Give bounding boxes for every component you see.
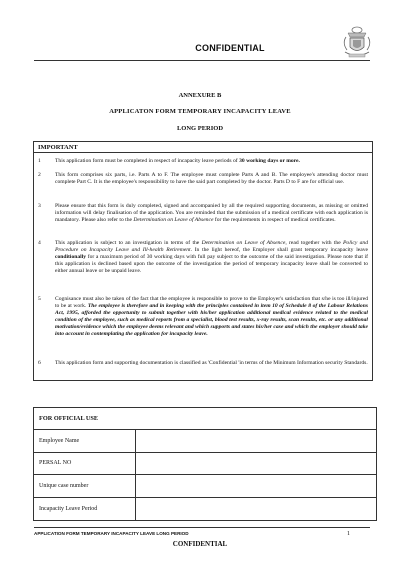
table-rule (34, 429, 376, 430)
footer-form-name: APPLICATION FORM TEMPORARY INCAPACITY LEAVE LONG PERIOD (34, 531, 189, 536)
employee-name-label: Employee Name (39, 438, 80, 444)
important-rule (34, 152, 372, 153)
unique-case-number-label: Unique case number (39, 483, 89, 489)
page-number: 1 (347, 531, 350, 537)
header-rule (34, 60, 370, 61)
table-rule (34, 474, 376, 475)
persal-no-label: PERSAL NO (39, 460, 72, 466)
incapacity-leave-period-label: Incapacity Leave Period (39, 506, 98, 512)
official-use-table (33, 407, 377, 521)
table-column-divider (135, 429, 136, 521)
table-rule (34, 452, 376, 453)
form-title: APPLICATON FORM TEMPORARY INCAPACITY LEAVE (109, 108, 291, 115)
footer-confidential: CONFIDENTIAL (172, 540, 228, 548)
annexure-label: ANNEXURE B (178, 92, 222, 99)
important-heading: IMPORTANT (38, 144, 78, 151)
document-page: CONFIDENTIAL ANNEXURE B APPLICATON FORM TEMPORARY INCAPACITY LEAVE LONG PERIOD IMPORTANT 1 This application form must be completed in respect of incapacity leave periods of 30 working days or more. 2 This form comprises six parts, i.e. Parts A to F. The employee must complete Parts A and B. The employee's attending doctor must complete Part C. It is the employee's responsibility to have the said part completed by the doctor. Parts D to F are for official use. 3 Please ensure that this form is duly completed, signed and accompanied by all the required supporting documents, as missing or omitted information will delay finalisation of the application. You are reminded that the submission of a medical certificate with each application is mandatory. Please also refer to the Determination on Leave of Absence for the requirements in respect of medical certificates. 4 This application is subject to an investigation in terms of the Determination on Leave of Absence, read together with the Policy and Procedure on Incapacity Leave and Ill-health Retirement. In the light hereof, the Employer shall grant temporary incapacity leave conditionally for a maximum period of 30 working days with full pay subject to the outcome of the said investigation. Please note that if this application is declined based upon the outcome of the investigation the period of temporary incapacity leave shall be converted to either annual leave or be unpaid leave. 5 Cognisance must also be taken of the fact that the employee is responsible to prove to the Employer's satisfaction that s/he is too ill/injured to be at work. The employee is therefore and in keeping with the principles contained in item 10 of Schedule 8 of the Labour Relations Act, 1995, afforded the opportunity to submit together with his/her application additional medical evidence related to the medical condition of the employee, such as medical reports from a specialist, blood test results, x-ray results, scan results, etc. or any additional motivation/evidence which the employee deems relevant and which supports and states his/her case and which the employer should take into account in contemplating the application for incapacity leave. 6 This application form and supporting documentation is classified as 'Confidential 'in terms of the Minimum Information security Standards. FOR OFFICIAL USE Employee Name PERSAL NO Unique case number Incapacity Leave Period APPLICATION FORM TEMPORARY INCAPACITY LEAVE LONG PERIOD 1 CONFIDENTIAL (0, 0, 400, 571)
footer-rule (34, 527, 370, 528)
official-use-heading: FOR OFFICIAL USE (39, 415, 99, 422)
coat-of-arms-icon (338, 23, 376, 61)
header-confidential: CONFIDENTIAL (195, 43, 265, 53)
period-label: LONG PERIOD (176, 125, 224, 132)
table-rule (34, 497, 376, 498)
